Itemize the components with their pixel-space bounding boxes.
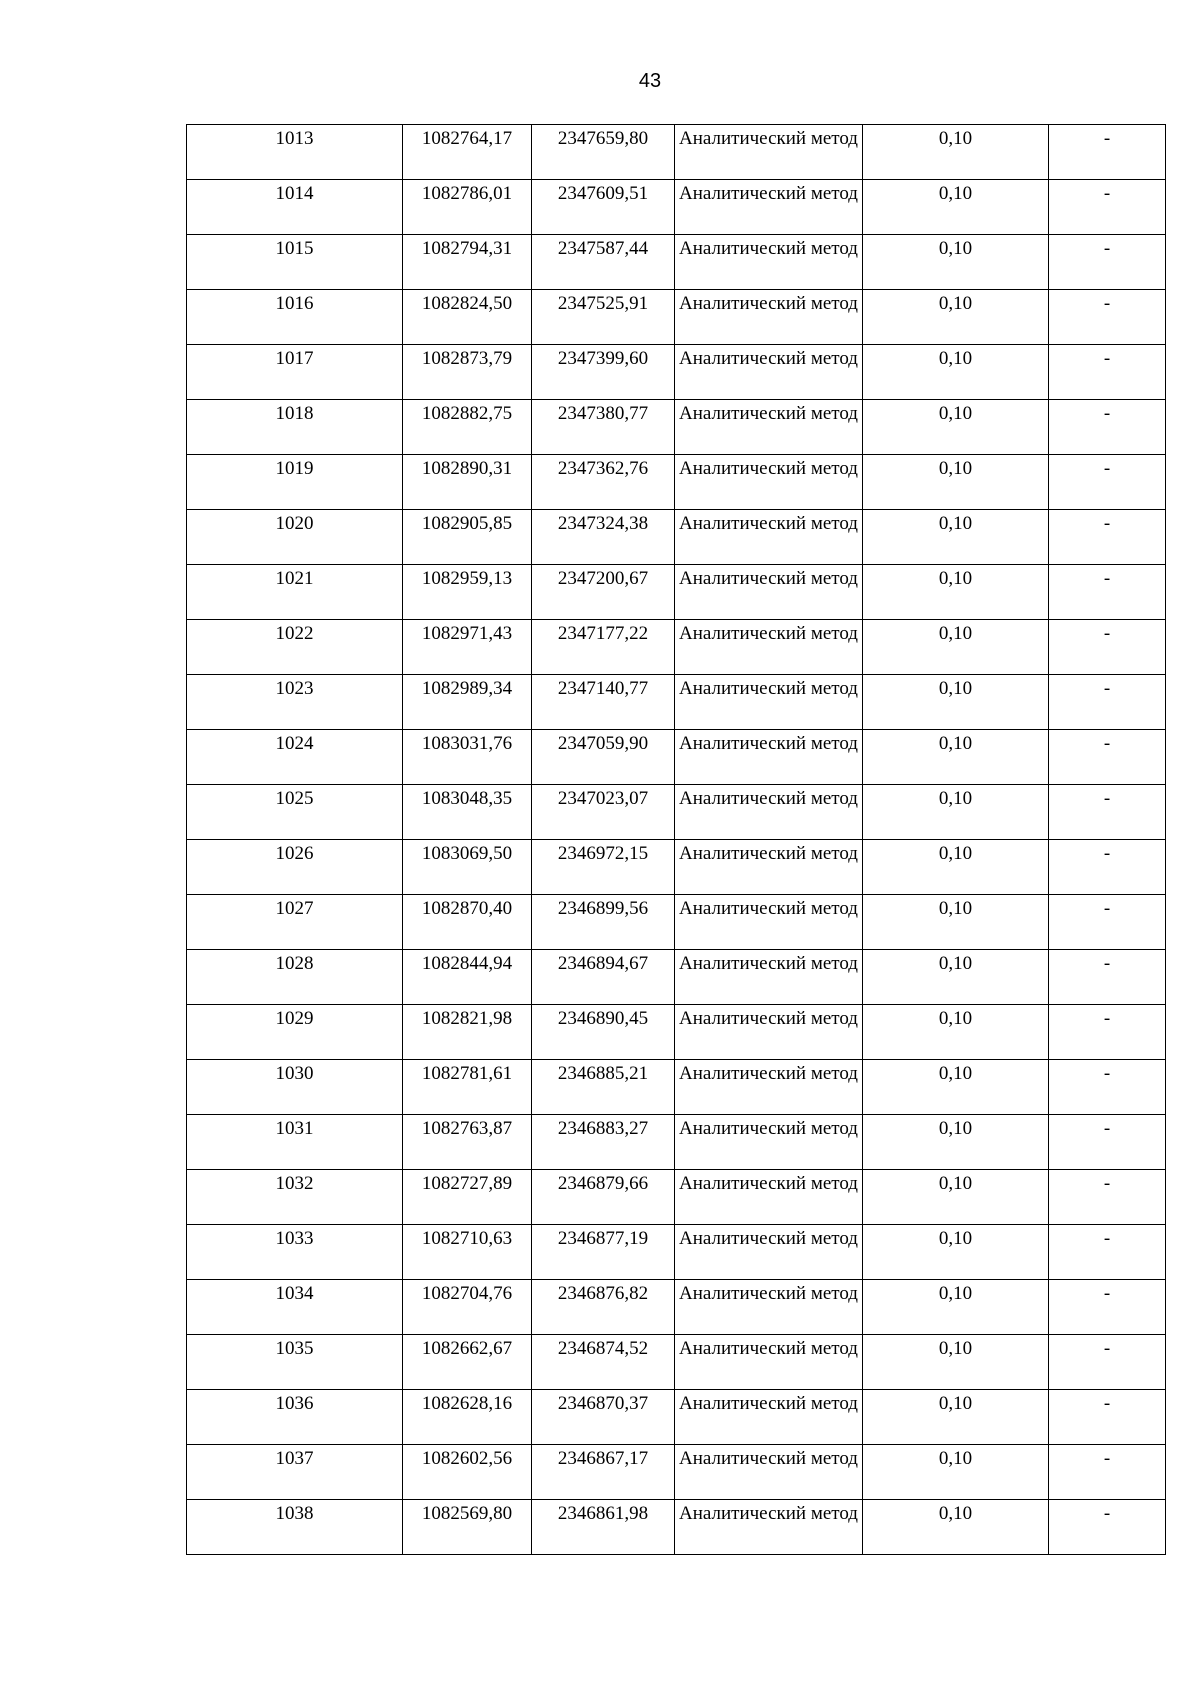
note-cell: - [1049,290,1166,345]
x-coordinate-cell: 1082794,31 [403,235,532,290]
x-coordinate-cell: 1082628,16 [403,1390,532,1445]
note-cell: - [1049,400,1166,455]
method-cell: Аналитический метод [675,1335,863,1390]
y-coordinate-cell: 2347023,07 [532,785,675,840]
y-coordinate-cell: 2347399,60 [532,345,675,400]
method-cell: Аналитический метод [675,730,863,785]
accuracy-cell: 0,10 [863,125,1049,180]
point-number-cell: 1038 [187,1500,403,1555]
point-number-cell: 1032 [187,1170,403,1225]
point-number-cell: 1016 [187,290,403,345]
note-cell: - [1049,1280,1166,1335]
y-coordinate-cell: 2347587,44 [532,235,675,290]
x-coordinate-cell: 1082971,43 [403,620,532,675]
y-coordinate-cell: 2346885,21 [532,1060,675,1115]
accuracy-cell: 0,10 [863,620,1049,675]
table-row [187,1005,1166,1060]
page-number: 43 [638,70,662,92]
y-coordinate-cell: 2346899,56 [532,895,675,950]
table-row [187,125,1166,180]
note-cell: - [1049,1335,1166,1390]
y-coordinate-cell: 2346861,98 [532,1500,675,1555]
accuracy-cell: 0,10 [863,345,1049,400]
x-coordinate-cell: 1082781,61 [403,1060,532,1115]
x-coordinate-cell: 1082905,85 [403,510,532,565]
table-row [187,290,1166,345]
x-coordinate-cell: 1082763,87 [403,1115,532,1170]
point-number-cell: 1015 [187,235,403,290]
note-cell: - [1049,730,1166,785]
accuracy-cell: 0,10 [863,675,1049,730]
note-cell: - [1049,950,1166,1005]
method-cell: Аналитический метод [675,840,863,895]
y-coordinate-cell: 2347609,51 [532,180,675,235]
point-number-cell: 1033 [187,1225,403,1280]
y-coordinate-cell: 2347059,90 [532,730,675,785]
y-coordinate-cell: 2347362,76 [532,455,675,510]
note-cell: - [1049,895,1166,950]
point-number-cell: 1030 [187,1060,403,1115]
point-number-cell: 1025 [187,785,403,840]
note-cell: - [1049,1225,1166,1280]
method-cell: Аналитический метод [675,895,863,950]
point-number-cell: 1035 [187,1335,403,1390]
x-coordinate-cell: 1082959,13 [403,565,532,620]
note-cell: - [1049,840,1166,895]
method-cell: Аналитический метод [675,235,863,290]
point-number-cell: 1014 [187,180,403,235]
note-cell: - [1049,510,1166,565]
accuracy-cell: 0,10 [863,235,1049,290]
note-cell: - [1049,620,1166,675]
accuracy-cell: 0,10 [863,1280,1049,1335]
point-number-cell: 1013 [187,125,403,180]
table-row [187,1225,1166,1280]
accuracy-cell: 0,10 [863,510,1049,565]
accuracy-cell: 0,10 [863,1390,1049,1445]
x-coordinate-cell: 1082710,63 [403,1225,532,1280]
table-row [187,895,1166,950]
x-coordinate-cell: 1082821,98 [403,1005,532,1060]
coordinates-table-body [187,125,1166,1555]
accuracy-cell: 0,10 [863,1335,1049,1390]
note-cell: - [1049,675,1166,730]
method-cell: Аналитический метод [675,1060,863,1115]
note-cell: - [1049,565,1166,620]
note-cell: - [1049,455,1166,510]
accuracy-cell: 0,10 [863,1225,1049,1280]
note-cell: - [1049,1005,1166,1060]
x-coordinate-cell: 1082569,80 [403,1500,532,1555]
table-row [187,345,1166,400]
table-row [187,400,1166,455]
x-coordinate-cell: 1082890,31 [403,455,532,510]
table-row [187,235,1166,290]
point-number-cell: 1036 [187,1390,403,1445]
point-number-cell: 1031 [187,1115,403,1170]
method-cell: Аналитический метод [675,1280,863,1335]
table-row [187,1335,1166,1390]
table-row [187,1390,1166,1445]
y-coordinate-cell: 2347380,77 [532,400,675,455]
point-number-cell: 1026 [187,840,403,895]
accuracy-cell: 0,10 [863,565,1049,620]
table-row [187,1170,1166,1225]
note-cell: - [1049,1390,1166,1445]
note-cell: - [1049,1500,1166,1555]
y-coordinate-cell: 2346877,19 [532,1225,675,1280]
point-number-cell: 1028 [187,950,403,1005]
accuracy-cell: 0,10 [863,895,1049,950]
point-number-cell: 1022 [187,620,403,675]
y-coordinate-cell: 2346883,27 [532,1115,675,1170]
point-number-cell: 1017 [187,345,403,400]
accuracy-cell: 0,10 [863,455,1049,510]
y-coordinate-cell: 2346879,66 [532,1170,675,1225]
note-cell: - [1049,1060,1166,1115]
accuracy-cell: 0,10 [863,1060,1049,1115]
note-cell: - [1049,345,1166,400]
y-coordinate-cell: 2346876,82 [532,1280,675,1335]
accuracy-cell: 0,10 [863,730,1049,785]
table-row [187,455,1166,510]
y-coordinate-cell: 2346894,67 [532,950,675,1005]
point-number-cell: 1018 [187,400,403,455]
x-coordinate-cell: 1083031,76 [403,730,532,785]
y-coordinate-cell: 2346874,52 [532,1335,675,1390]
x-coordinate-cell: 1083069,50 [403,840,532,895]
table-row [187,180,1166,235]
note-cell: - [1049,1445,1166,1500]
table-row [187,675,1166,730]
note-cell: - [1049,180,1166,235]
x-coordinate-cell: 1082602,56 [403,1445,532,1500]
point-number-cell: 1021 [187,565,403,620]
table-row [187,620,1166,675]
method-cell: Аналитический метод [675,290,863,345]
x-coordinate-cell: 1083048,35 [403,785,532,840]
x-coordinate-cell: 1082786,01 [403,180,532,235]
x-coordinate-cell: 1082870,40 [403,895,532,950]
method-cell: Аналитический метод [675,1390,863,1445]
method-cell: Аналитический метод [675,510,863,565]
point-number-cell: 1037 [187,1445,403,1500]
method-cell: Аналитический метод [675,675,863,730]
accuracy-cell: 0,10 [863,1500,1049,1555]
table-row [187,950,1166,1005]
coordinates-table [186,124,1166,1555]
method-cell: Аналитический метод [675,125,863,180]
x-coordinate-cell: 1082824,50 [403,290,532,345]
accuracy-cell: 0,10 [863,950,1049,1005]
accuracy-cell: 0,10 [863,1445,1049,1500]
method-cell: Аналитический метод [675,565,863,620]
point-number-cell: 1019 [187,455,403,510]
y-coordinate-cell: 2346870,37 [532,1390,675,1445]
table-row [187,565,1166,620]
note-cell: - [1049,235,1166,290]
x-coordinate-cell: 1082727,89 [403,1170,532,1225]
table-row [187,840,1166,895]
method-cell: Аналитический метод [675,1170,863,1225]
note-cell: - [1049,125,1166,180]
x-coordinate-cell: 1082662,67 [403,1335,532,1390]
x-coordinate-cell: 1082764,17 [403,125,532,180]
table-row [187,1280,1166,1335]
point-number-cell: 1020 [187,510,403,565]
table-row [187,1445,1166,1500]
y-coordinate-cell: 2346972,15 [532,840,675,895]
accuracy-cell: 0,10 [863,400,1049,455]
x-coordinate-cell: 1082882,75 [403,400,532,455]
method-cell: Аналитический метод [675,400,863,455]
y-coordinate-cell: 2347177,22 [532,620,675,675]
point-number-cell: 1024 [187,730,403,785]
method-cell: Аналитический метод [675,180,863,235]
point-number-cell: 1034 [187,1280,403,1335]
y-coordinate-cell: 2347525,91 [532,290,675,345]
method-cell: Аналитический метод [675,1005,863,1060]
x-coordinate-cell: 1082989,34 [403,675,532,730]
note-cell: - [1049,1115,1166,1170]
x-coordinate-cell: 1082873,79 [403,345,532,400]
table-row [187,510,1166,565]
accuracy-cell: 0,10 [863,1115,1049,1170]
table-row [187,1115,1166,1170]
accuracy-cell: 0,10 [863,180,1049,235]
method-cell: Аналитический метод [675,785,863,840]
method-cell: Аналитический метод [675,1445,863,1500]
note-cell: - [1049,785,1166,840]
y-coordinate-cell: 2347324,38 [532,510,675,565]
accuracy-cell: 0,10 [863,840,1049,895]
accuracy-cell: 0,10 [863,290,1049,345]
note-cell: - [1049,1170,1166,1225]
method-cell: Аналитический метод [675,620,863,675]
y-coordinate-cell: 2346890,45 [532,1005,675,1060]
accuracy-cell: 0,10 [863,1005,1049,1060]
accuracy-cell: 0,10 [863,785,1049,840]
method-cell: Аналитический метод [675,455,863,510]
method-cell: Аналитический метод [675,345,863,400]
y-coordinate-cell: 2347140,77 [532,675,675,730]
x-coordinate-cell: 1082844,94 [403,950,532,1005]
method-cell: Аналитический метод [675,950,863,1005]
point-number-cell: 1029 [187,1005,403,1060]
y-coordinate-cell: 2346867,17 [532,1445,675,1500]
point-number-cell: 1027 [187,895,403,950]
point-number-cell: 1023 [187,675,403,730]
y-coordinate-cell: 2347200,67 [532,565,675,620]
method-cell: Аналитический метод [675,1500,863,1555]
x-coordinate-cell: 1082704,76 [403,1280,532,1335]
table-row [187,1060,1166,1115]
y-coordinate-cell: 2347659,80 [532,125,675,180]
method-cell: Аналитический метод [675,1115,863,1170]
accuracy-cell: 0,10 [863,1170,1049,1225]
table-row [187,730,1166,785]
method-cell: Аналитический метод [675,1225,863,1280]
table-row [187,1500,1166,1555]
table-row [187,785,1166,840]
